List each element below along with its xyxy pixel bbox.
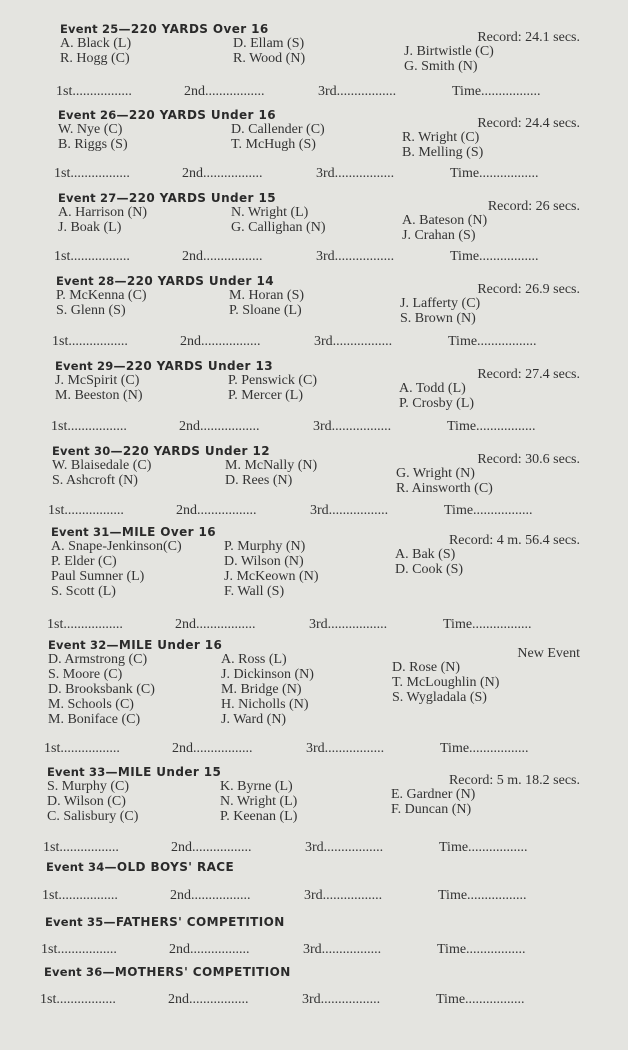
result-second-field[interactable]: 2nd................. [184,84,265,99]
competitor-name: P. Crosby (L) [399,396,475,411]
result-time-field[interactable]: Time................. [438,888,527,903]
result-time-field[interactable]: Time................. [436,992,525,1007]
competitor-name: P. McKenna (C) [56,288,147,303]
event-record: New Event [517,646,580,661]
event-record: Record: 24.1 secs. [477,30,580,45]
result-time-field[interactable]: Time................. [452,84,541,99]
result-time-field[interactable]: Time................. [437,942,526,957]
result-time-field[interactable]: Time................. [439,840,528,855]
competitor-name: G. Callighan (N) [231,220,326,235]
event-number: Event 25 [60,22,119,36]
result-first-field[interactable]: 1st................. [40,992,116,1007]
event-number: Event 34 [46,860,105,874]
competitor-name: D. Rose (N) [392,660,461,675]
competitor-name: A. Todd (L) [399,381,466,396]
competitor-name: S. Wygladala (S) [392,690,487,705]
event-name: —FATHERS' COMPETITION [103,915,285,929]
competitor-name: M. Bridge (N) [221,682,302,697]
competitor-name: N. Wright (L) [231,205,309,220]
competitor-name: R. Wood (N) [233,51,306,66]
result-first-field[interactable]: 1st................. [54,249,130,264]
result-third-field[interactable]: 3rd................. [316,249,395,264]
result-third-field[interactable]: 3rd................. [316,166,395,181]
competitor-name: B. Melling (S) [402,145,484,160]
event-name: —MILE Over 16 [109,525,217,539]
event-title [52,444,270,458]
competitor-name: M. Beeston (N) [55,388,143,403]
result-first-field[interactable]: 1st................. [44,741,120,756]
result-second-field[interactable]: 2nd................. [179,419,260,434]
competitor-name: P. Penswick (C) [228,373,318,388]
competitor-name: J. Ward (N) [221,712,287,727]
competitor-name: S. Glenn (S) [56,303,126,318]
event-name: —OLD BOYS' RACE [104,860,235,874]
event-title [58,191,276,205]
result-time-field[interactable]: Time................. [440,741,529,756]
competitor-name: D. Cook (S) [395,562,464,577]
competitor-name: H. Nicholls (N) [221,697,309,712]
event-number: Event 33 [47,765,106,779]
competitor-name: P. Keenan (L) [220,809,298,824]
result-time-field[interactable]: Time................. [450,249,539,264]
competitor-name: J. Lafferty (C) [400,296,481,311]
competitor-name: G. Wright (N) [396,466,475,481]
event-name: —MILE Under 16 [106,638,223,652]
competitor-name: B. Riggs (S) [58,137,128,152]
result-second-field[interactable]: 2nd................. [171,840,252,855]
competitor-name: T. McHugh (S) [231,137,316,152]
competitor-name: F. Wall (S) [224,584,285,599]
result-first-field[interactable]: 1st................. [54,166,130,181]
result-third-field[interactable]: 3rd................. [305,840,384,855]
event-number: Event 27 [58,191,117,205]
competitor-name: D. Callender (C) [231,122,325,137]
competitor-name: R. Hogg (C) [60,51,130,66]
result-second-field[interactable]: 2nd................. [176,503,257,518]
competitor-name: M. Boniface (C) [48,712,141,727]
competitor-name: J. McKeown (N) [224,569,319,584]
event-record: Record: 26 secs. [487,199,580,214]
result-first-field[interactable]: 1st................. [51,419,127,434]
result-third-field[interactable]: 3rd................. [313,419,392,434]
result-third-field[interactable]: 3rd................. [306,741,385,756]
result-first-field[interactable]: 1st................. [42,888,118,903]
result-third-field[interactable]: 3rd................. [302,992,381,1007]
competitor-name: M. Schools (C) [48,697,134,712]
result-second-field[interactable]: 2nd................. [182,166,263,181]
event-number: Event 32 [48,638,107,652]
result-second-field[interactable]: 2nd................. [172,741,253,756]
result-second-field[interactable]: 2nd................. [168,992,249,1007]
result-time-field[interactable]: Time................. [447,419,536,434]
result-third-field[interactable]: 3rd................. [318,84,397,99]
competitor-name: D. Rees (N) [225,473,293,488]
event-number: Event 30 [52,444,111,458]
competitor-name: D. Wilson (N) [224,554,304,569]
event-name: —220 YARDS Under 16 [116,108,276,122]
event-title [51,525,216,539]
competitor-name: P. Sloane (L) [229,303,302,318]
competitor-name: R. Ainsworth (C) [396,481,493,496]
event-title [48,638,222,652]
event-number: Event 35 [45,915,104,929]
result-time-field[interactable]: Time................. [450,166,539,181]
event-title [56,274,274,288]
result-third-field[interactable]: 3rd................. [304,888,383,903]
competitor-name: A. Black (L) [60,36,132,51]
result-time-field[interactable]: Time................. [448,334,537,349]
competitor-name: J. Boak (L) [58,220,122,235]
event-record: Record: 5 m. 18.2 secs. [448,773,580,788]
competitor-name: M. Horan (S) [229,288,305,303]
result-third-field[interactable]: 3rd................. [309,617,388,632]
competitor-name: A. Harrison (N) [58,205,148,220]
event-name: —220 YARDS Over 16 [118,22,269,36]
event-name: —220 YARDS Under 14 [114,274,274,288]
competitor-name: R. Wright (C) [402,130,480,145]
competitor-name: A. Bak (S) [395,547,456,562]
result-time-field[interactable]: Time................. [444,503,533,518]
event-record: Record: 4 m. 56.4 secs. [448,533,580,548]
event-title [47,765,221,779]
result-first-field[interactable]: 1st................. [48,503,124,518]
competitor-name: S. Moore (C) [48,667,123,682]
event-title [46,860,234,874]
competitor-name: G. Smith (N) [404,59,478,74]
competitor-name: W. Nye (C) [58,122,123,137]
competitor-name: D. Wilson (C) [47,794,126,809]
event-number: Event 29 [55,359,114,373]
competitor-name: T. McLoughlin (N) [392,675,500,690]
event-name: —MILE Under 15 [105,765,222,779]
competitor-name: P. Elder (C) [51,554,117,569]
result-first-field[interactable]: 1st................. [47,617,123,632]
result-first-field[interactable]: 1st................. [43,840,119,855]
competitor-name: S. Brown (N) [400,311,476,326]
competitor-name: P. Murphy (N) [224,539,306,554]
result-first-field[interactable]: 1st................. [52,334,128,349]
event-record: Record: 26.9 secs. [477,282,580,297]
competitor-name: J. McSpirit (C) [55,373,140,388]
competitor-name: D. Ellam (S) [233,36,305,51]
competitor-name: N. Wright (L) [220,794,298,809]
event-name: —220 YARDS Under 15 [116,191,276,205]
competitor-name: S. Murphy (C) [47,779,130,794]
competitor-name: W. Blaisedale (C) [52,458,152,473]
competitor-name: C. Salisbury (C) [47,809,139,824]
competitor-name: J. Dickinson (N) [221,667,314,682]
result-third-field[interactable]: 3rd................. [310,503,389,518]
competitor-name: S. Ashcroft (N) [52,473,138,488]
competitor-name: A. Bateson (N) [402,213,488,228]
event-record: Record: 30.6 secs. [477,452,580,467]
event-name: —MOTHERS' COMPETITION [102,965,291,979]
event-title [60,22,269,36]
result-first-field[interactable]: 1st................. [56,84,132,99]
result-third-field[interactable]: 3rd................. [303,942,382,957]
competitor-name: J. Crahan (S) [402,228,476,243]
event-title [44,965,291,979]
competitor-name: E. Gardner (N) [391,787,476,802]
event-number: Event 26 [58,108,117,122]
competitor-name: M. McNally (N) [225,458,318,473]
competitor-name: D. Armstrong (C) [48,652,148,667]
result-second-field[interactable]: 2nd................. [169,942,250,957]
event-number: Event 36 [44,965,103,979]
competitor-name: D. Brooksbank (C) [48,682,155,697]
event-title [45,915,285,929]
result-second-field[interactable]: 2nd................. [180,334,261,349]
result-second-field[interactable]: 2nd................. [170,888,251,903]
competitor-name: J. Birtwistle (C) [404,44,494,59]
result-time-field[interactable]: Time................. [443,617,532,632]
result-first-field[interactable]: 1st................. [41,942,117,957]
competitor-name: A. Snape-Jenkinson(C) [51,539,182,554]
competitor-name: Paul Sumner (L) [51,569,145,584]
event-name: —220 YARDS Under 13 [113,359,273,373]
competitor-name: A. Ross (L) [221,652,287,667]
event-number: Event 31 [51,525,110,539]
competitor-name: K. Byrne (L) [220,779,293,794]
result-second-field[interactable]: 2nd................. [182,249,263,264]
event-title [55,359,273,373]
result-second-field[interactable]: 2nd................. [175,617,256,632]
event-number: Event 28 [56,274,115,288]
competitor-name: S. Scott (L) [51,584,116,599]
event-record: Record: 27.4 secs. [477,367,580,382]
competitor-name: F. Duncan (N) [391,802,472,817]
event-record: Record: 24.4 secs. [477,116,580,131]
event-name: —220 YARDS Under 12 [110,444,270,458]
event-title [58,108,276,122]
competitor-name: P. Mercer (L) [228,388,304,403]
result-third-field[interactable]: 3rd................. [314,334,393,349]
